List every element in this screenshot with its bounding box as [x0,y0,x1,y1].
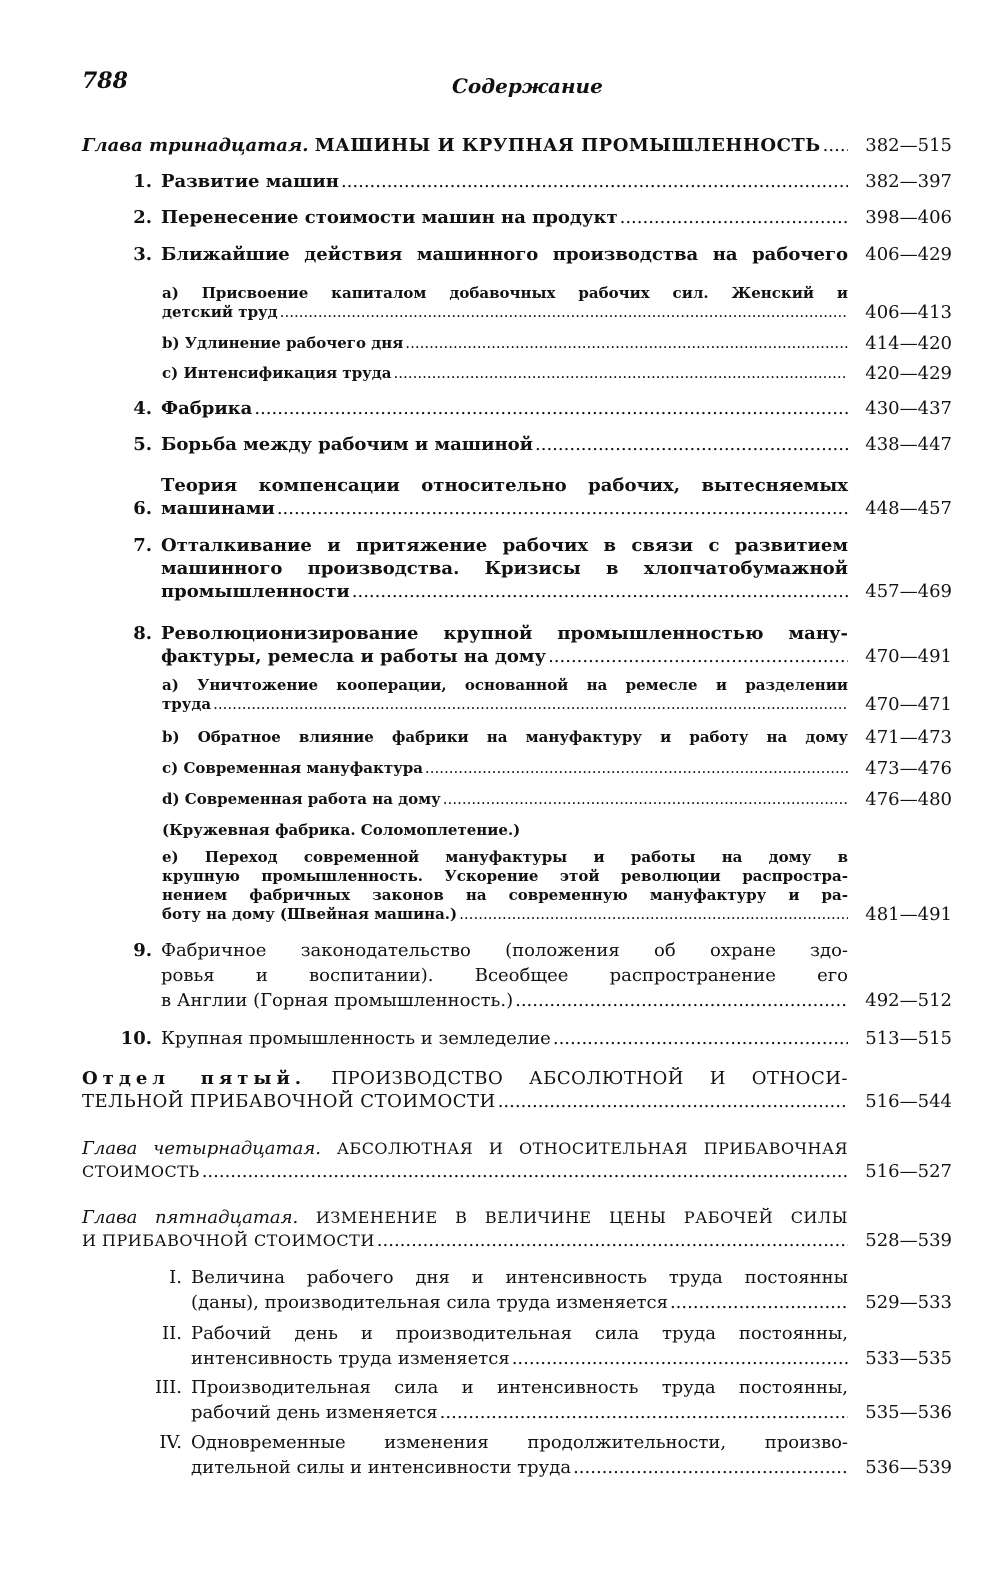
subsection-title: e) Переход современной мануфактуры и работы на дому в [162,848,848,866]
toc-section-7 [120,534,952,603]
toc-subsection-3c [162,364,952,383]
page-range: 516—527 [865,1161,952,1182]
section-number: 6. [133,498,152,519]
chapter-title: МАШИНЫ И КРУПНАЯ ПРОМЫШЛЕННОСТЬ [314,135,821,156]
toc-subsection-8c [162,759,952,778]
section-title-end: (даны), производительная сила труда изменяется [191,1292,668,1313]
section-title: Развитие машин [161,171,339,192]
page-range: 406—429 [865,244,952,265]
page-range: 471—473 [865,727,952,748]
toc-subsection-3a [162,284,952,322]
page-range: 398—406 [865,207,952,228]
chapter-title: ИЗМЕНЕНИЕ В ВЕЛИЧИНЕ ЦЕНЫ РАБОЧЕЙ СИЛЫ [315,1208,848,1227]
subsection-title: c) Современная мануфактура [162,759,423,777]
section-title: Крупная промышленность и земледелие [161,1028,551,1049]
toc-section-4 [120,397,952,420]
subsection-title-end: детский труд [162,303,278,321]
toc-section-1 [120,170,952,193]
subsection-title-cont: крупную промышленность. Ускорение этой революции распростра- [162,867,848,885]
section-title-cont: ровья и воспитании). Всеобщее распространение его [161,965,848,986]
toc-subsection-8d [162,790,952,809]
toc-subsection-8d-note [162,821,952,840]
page-range: 470—471 [865,694,952,715]
page-range: 448—457 [865,498,952,519]
subsection-title-cont: нением фабричных законов на современную мануфактуру и ра- [162,886,848,904]
section-number: II. [162,1323,182,1344]
toc-section-6 [120,474,952,520]
page-range: 516—544 [865,1091,952,1112]
toc-section-10 [108,1027,952,1050]
part-prefix: Отдел пятый. [82,1068,307,1089]
section-title: Одновременные изменения продолжительности, произво- [191,1432,848,1453]
page-range: 382—515 [865,135,952,156]
section-title: Теория компенсации относительно рабочих, вытесняемых [161,475,848,496]
part-title-end: ТЕЛЬНОЙ ПРИБАВОЧНОЙ СТОИМОСТИ [82,1091,496,1112]
section-number: 7. [133,535,152,556]
page-range: 420—429 [865,363,952,384]
page-range: 382—397 [865,171,952,192]
section-number: 10. [120,1028,152,1049]
toc-subsection-8a [162,676,952,714]
subsection-title: c) Интенсификация труда [162,364,392,382]
toc-section-9 [120,938,952,1013]
page-range: 529—533 [865,1292,952,1313]
section-number: IV. [159,1432,182,1453]
page-range: 430—437 [865,398,952,419]
toc-section-3 [120,243,952,266]
page-number: 788 [82,68,128,94]
toc-section-5 [120,433,952,456]
section-number: 2. [133,207,152,228]
section-title: Перенесение стоимости машин на продукт [161,207,618,228]
section-title-end: машинами [161,498,275,519]
toc-subsection-8b [162,728,952,747]
section-number: I. [169,1267,182,1288]
section-title-end: в Англии (Горная промышленность.) [161,990,514,1011]
page-range: 476—480 [865,789,952,810]
toc-chapter-13 [82,134,952,157]
part-title: ПРОИЗВОДСТВО АБСОЛЮТНОЙ И ОТНОСИ- [331,1068,848,1089]
chapter-prefix: Глава пятнадцатая. [82,1207,299,1228]
toc-chapter-15 [82,1206,952,1252]
chapter-title-end: СТОИМОСТЬ [82,1162,200,1181]
section-title: Революционизирование крупной промышленностью ману- [161,623,848,644]
page-range: 513—515 [865,1028,952,1049]
toc-section-8 [120,622,952,668]
section-title: Фабрика [161,398,253,419]
page-range: 406—413 [865,302,952,323]
page-range: 528—539 [865,1230,952,1251]
subsection-title: а) Присвоение капиталом добавочных рабочих сил. Женский и [162,284,848,302]
section-number: 1. [133,171,152,192]
subsection-title: d) Современная работа на дому [162,790,441,808]
subsection-title: а) Уничтожение кооперации, основанной на ремесле и разделении [162,676,848,694]
page-range: 470—491 [865,646,952,667]
section-title-cont: машинного производства. Кризисы в хлопчатобумажной [161,558,848,579]
section-title: Рабочий день и производительная сила труда постоянны, [191,1323,848,1344]
page-range: 535—536 [865,1402,952,1423]
toc-variant-I [128,1265,952,1315]
section-title-end: фактуры, ремесла и работы на дому [161,646,547,667]
subsection-note: (Кружевная фабрика. Соломоплетение.) [162,821,521,839]
toc-variant-II [128,1321,952,1371]
section-title: Отталкивание и притяжение рабочих в связи с развитием [161,535,848,556]
section-title: Фабричное законодательство (положения об охране здо- [161,940,848,961]
page-range: 438—447 [865,434,952,455]
section-title-end: промышленности [161,581,350,602]
page-range: 473—476 [865,758,952,779]
section-title: Борьба между рабочим и машиной [161,434,534,455]
section-title-end: рабочий день изменяется [191,1402,438,1423]
page-range: 457—469 [865,581,952,602]
running-head: Содержание [452,74,603,98]
section-number: 5. [133,434,152,455]
chapter-prefix: Глава тринадцатая. [82,135,309,156]
chapter-prefix: Глава четырнадцатая. [82,1138,321,1159]
section-title-end: интенсивность труда изменяется [191,1348,510,1369]
subsection-title: b) Удлинение рабочего дня [162,334,404,352]
page-range: 414—420 [865,333,952,354]
chapter-title-end: И ПРИБАВОЧНОЙ СТОИМОСТИ [82,1231,375,1250]
toc-variant-IV [128,1430,952,1480]
page-range: 536—539 [865,1457,952,1478]
toc-part-5 [82,1067,952,1113]
subsection-title-end: труда [162,695,212,713]
section-number: 9. [133,940,152,961]
toc-variant-III [128,1375,952,1425]
section-number: 3. [133,244,152,265]
section-number: 4. [133,398,152,419]
toc-section-2 [120,206,952,229]
section-title: Производительная сила и интенсивность труда постоянны, [191,1377,848,1398]
section-title-end: дительной силы и интенсивности труда [191,1457,572,1478]
section-title: Ближайшие действия машинного производства на рабочего [161,244,848,265]
chapter-title: АБСОЛЮТНАЯ И ОТНОСИТЕЛЬНАЯ ПРИБАВОЧНАЯ [336,1139,848,1158]
toc-chapter-14 [82,1137,952,1183]
section-number: 8. [133,623,152,644]
subsection-title-end: боту на дому (Швейная машина.) [162,905,458,923]
toc-subsection-8e [162,848,952,924]
section-number: III. [154,1377,182,1398]
toc-subsection-3b [162,334,952,353]
page-range: 492—512 [865,990,952,1011]
page-range: 533—535 [865,1348,952,1369]
page-range: 481—491 [865,904,952,925]
subsection-title: b) Обратное влияние фабрики на мануфактуру и работу на дому [162,728,848,746]
section-title: Величина рабочего дня и интенсивность труда постоянны [191,1267,848,1288]
